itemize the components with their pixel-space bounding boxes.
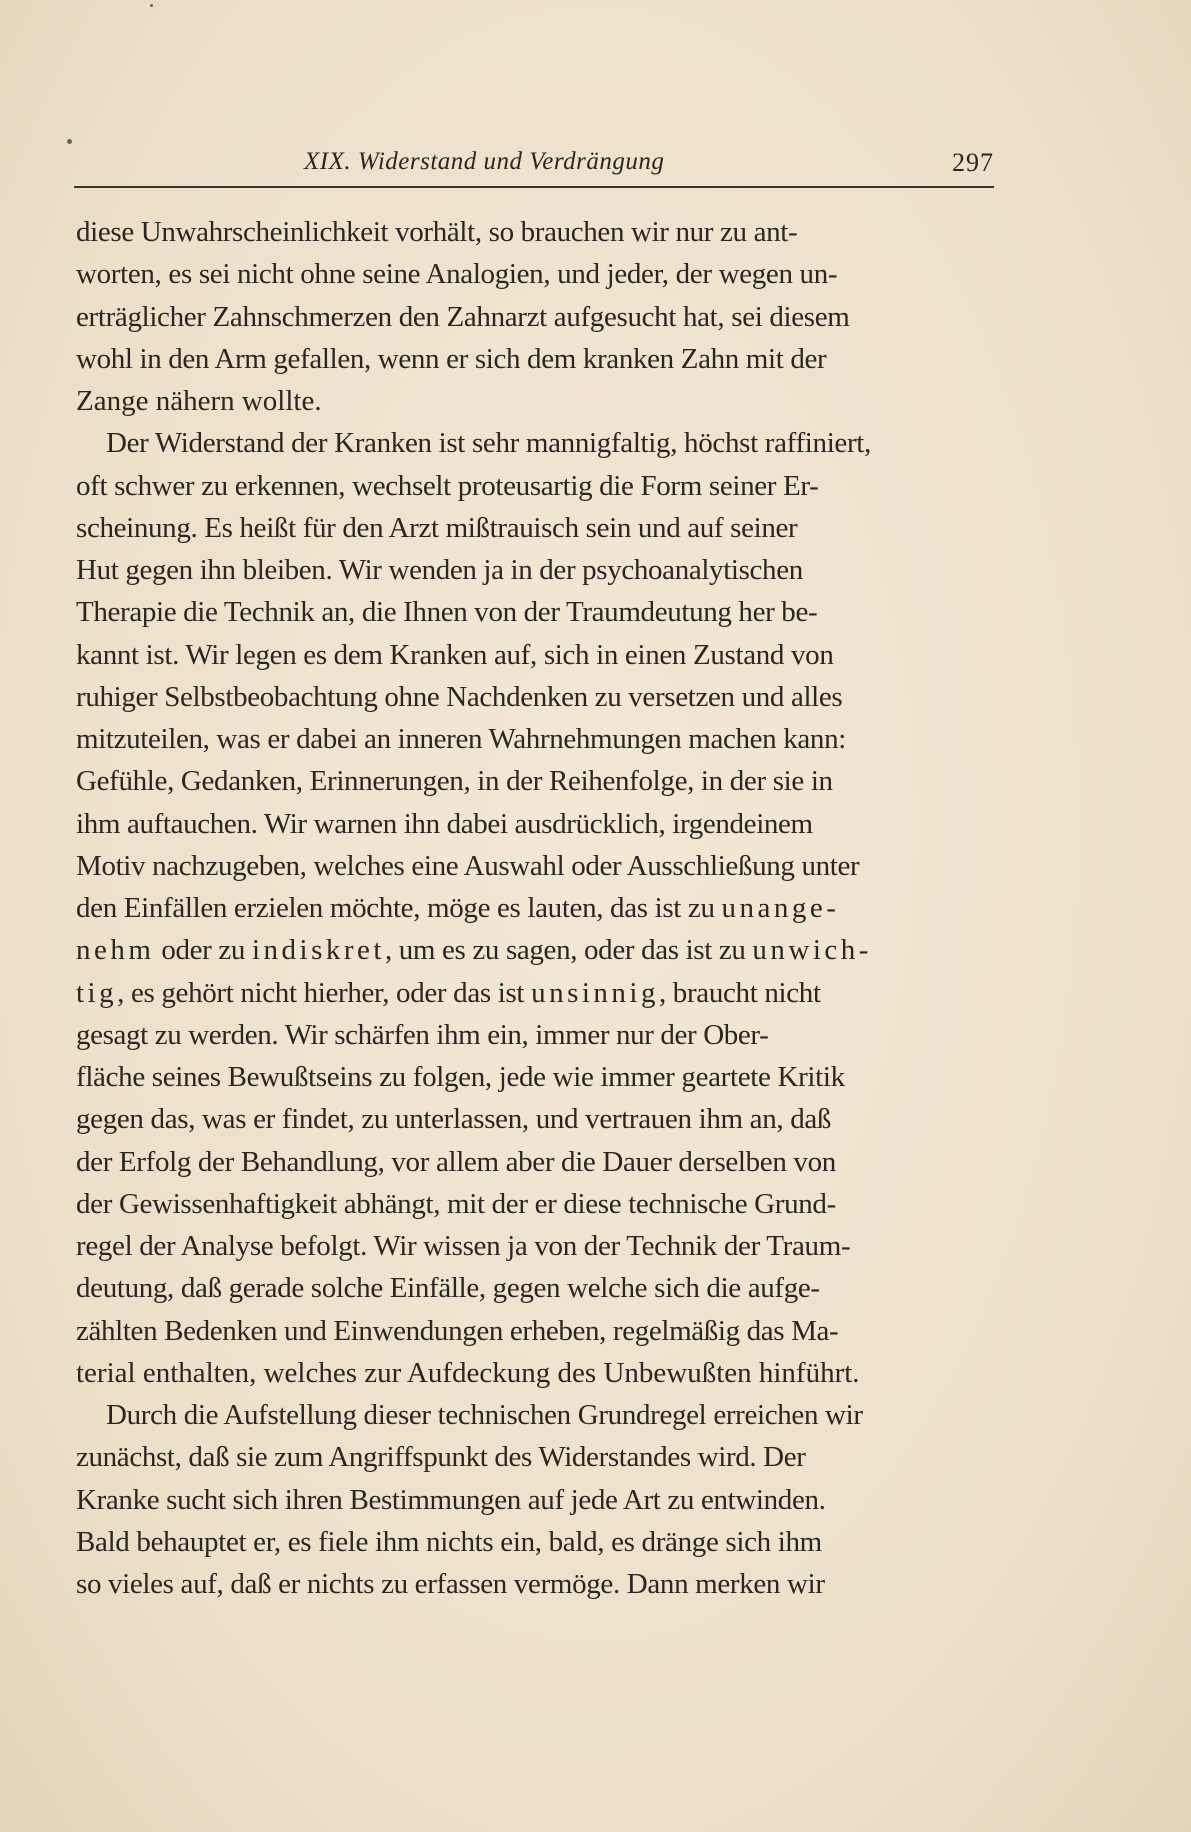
text-line [76, 1141, 1016, 1183]
text-run: regel der Analyse befolgt. Wir wissen ja von der Technik der Traum- [76, 1230, 851, 1262]
spaced-emphasis: unange- [721, 892, 840, 924]
text-run: den Einfällen erzielen möchte, möge es lauten, das ist zu [76, 892, 722, 924]
text-line [76, 1183, 1016, 1225]
spaced-emphasis: unsinnig [531, 976, 659, 1009]
spaced-emphasis: nehm [76, 934, 155, 967]
text-run: ruhiger Selbstbeobachtung ohne Nachdenken zu versetzen und alles [76, 680, 843, 713]
text-line [76, 929, 1016, 971]
text-line [76, 549, 1016, 591]
text-run: wohl in den Arm gefallen, wenn er sich dem kranken Zahn mit der [76, 342, 827, 375]
text-run: so vieles auf, daß er nichts zu erfassen vermöge. Dann merken wir [76, 1568, 825, 1600]
page-number: 297 [952, 148, 994, 177]
text-line [76, 760, 1016, 802]
spaced-emphasis: unwich- [752, 934, 872, 967]
text-line [76, 1225, 1016, 1267]
text-run: oft schwer zu erkennen, wechselt proteusartig die Form seiner Er- [76, 469, 819, 502]
text-line [76, 1056, 1016, 1098]
spaced-emphasis: indiskret [251, 934, 385, 967]
text-line [76, 296, 1016, 338]
text-run: kannt ist. Wir legen es dem Kranken auf, sich in einen Zustand von [76, 638, 834, 671]
text-run: Zange nähern wollte. [76, 385, 322, 417]
text-run: ihm auftauchen. Wir warnen ihn dabei ausdrücklich, irgendeinem [76, 807, 813, 840]
text-line [76, 1479, 1016, 1521]
text-run: der Gewissenhaftigkeit abhängt, mit der er diese technische Grund- [76, 1187, 836, 1220]
text-line [76, 845, 1016, 887]
text-line [76, 718, 1016, 760]
text-line [76, 338, 1016, 380]
text-line [76, 1098, 1016, 1140]
body-text [76, 211, 1016, 1605]
text-run: , um es zu sagen, oder das ist zu [384, 934, 753, 967]
text-run: Gefühle, Gedanken, Erinnerungen, in der Reihenfolge, in der sie in [76, 765, 833, 798]
text-line [76, 887, 1016, 929]
text-line [76, 676, 1016, 718]
text-line [76, 1267, 1016, 1309]
text-line [76, 803, 1016, 845]
text-line [76, 1310, 1016, 1352]
text-run: Der Widerstand der Kranken ist sehr mannigfaltig, höchst raffiniert, [106, 427, 871, 460]
text-run: Hut gegen ihn bleiben. Wir wenden ja in der psychoanalytischen [76, 554, 803, 586]
text-run: , es gehört nicht hierher, oder das ist [117, 976, 532, 1009]
spaced-emphasis: tig [76, 976, 118, 1009]
text-run: worten, es sei nicht ohne seine Analogien, und jeder, der wegen un- [76, 258, 838, 291]
text-run: Therapie die Technik an, die Ihnen von der Traumdeutung her be- [76, 596, 818, 629]
text-line [76, 1394, 1016, 1436]
text-line [76, 1563, 1016, 1605]
header-rule [74, 186, 994, 188]
text-run: , braucht nicht [658, 976, 821, 1009]
text-line [76, 634, 1016, 676]
text-run: diese Unwahrscheinlichkeit vorhält, so brauchen wir nur zu ant- [76, 216, 798, 248]
text-run: scheinung. Es heißt für den Arzt mißtrauisch sein und auf seiner [76, 511, 798, 544]
text-run: mitzuteilen, was er dabei an inneren Wahrnehmungen machen kann: [76, 723, 846, 755]
text-run: der Erfolg der Behandlung, vor allem aber die Dauer derselben von [76, 1145, 836, 1178]
text-line [76, 1521, 1016, 1563]
text-run: oder zu [154, 934, 252, 967]
text-line [76, 972, 1016, 1014]
text-run: zunächst, daß sie zum Angriffspunkt des Widerstandes wird. Der [76, 1441, 806, 1474]
text-run: gegen das, was er findet, zu unterlassen, und vertrauen ihm an, daß [76, 1103, 832, 1136]
running-header [74, 148, 994, 188]
speck [67, 139, 72, 144]
text-line [76, 1436, 1016, 1478]
text-run: Kranke sucht sich ihren Bestimmungen auf jede Art zu entwinden. [76, 1483, 826, 1516]
text-line [76, 253, 1016, 295]
speck [150, 4, 153, 7]
text-line [76, 1352, 1016, 1394]
chapter-title: XIX. Widerstand und Verdrängung [304, 148, 665, 175]
text-run: Motiv nachzugeben, welches eine Auswahl oder Ausschließung unter [76, 849, 860, 882]
text-line [76, 1014, 1016, 1056]
text-line [76, 507, 1016, 549]
text-run: Bald behauptet er, es fiele ihm nichts ein, bald, es dränge sich ihm [76, 1525, 822, 1558]
text-line [76, 380, 1016, 422]
text-run: zählten Bedenken und Einwendungen erheben, regelmäßig das Ma- [76, 1314, 839, 1347]
text-run: erträglicher Zahnschmerzen den Zahnarzt aufgesucht hat, sei diesem [76, 300, 850, 333]
text-run: deutung, daß gerade solche Einfälle, gegen welche sich die aufge- [76, 1272, 820, 1305]
text-run: gesagt zu werden. Wir schärfen ihm ein, immer nur der Ober- [76, 1018, 769, 1051]
text-line [76, 422, 1016, 464]
text-run: terial enthalten, welches zur Aufdeckung des Unbewußten hinführt. [76, 1356, 860, 1389]
text-line [76, 465, 1016, 507]
text-line [76, 591, 1016, 633]
text-line [76, 211, 1016, 253]
text-run: Durch die Aufstellung dieser technischen Grundregel erreichen wir [106, 1399, 863, 1431]
text-run: fläche seines Bewußtseins zu folgen, jede wie immer geartete Kritik [76, 1061, 845, 1093]
